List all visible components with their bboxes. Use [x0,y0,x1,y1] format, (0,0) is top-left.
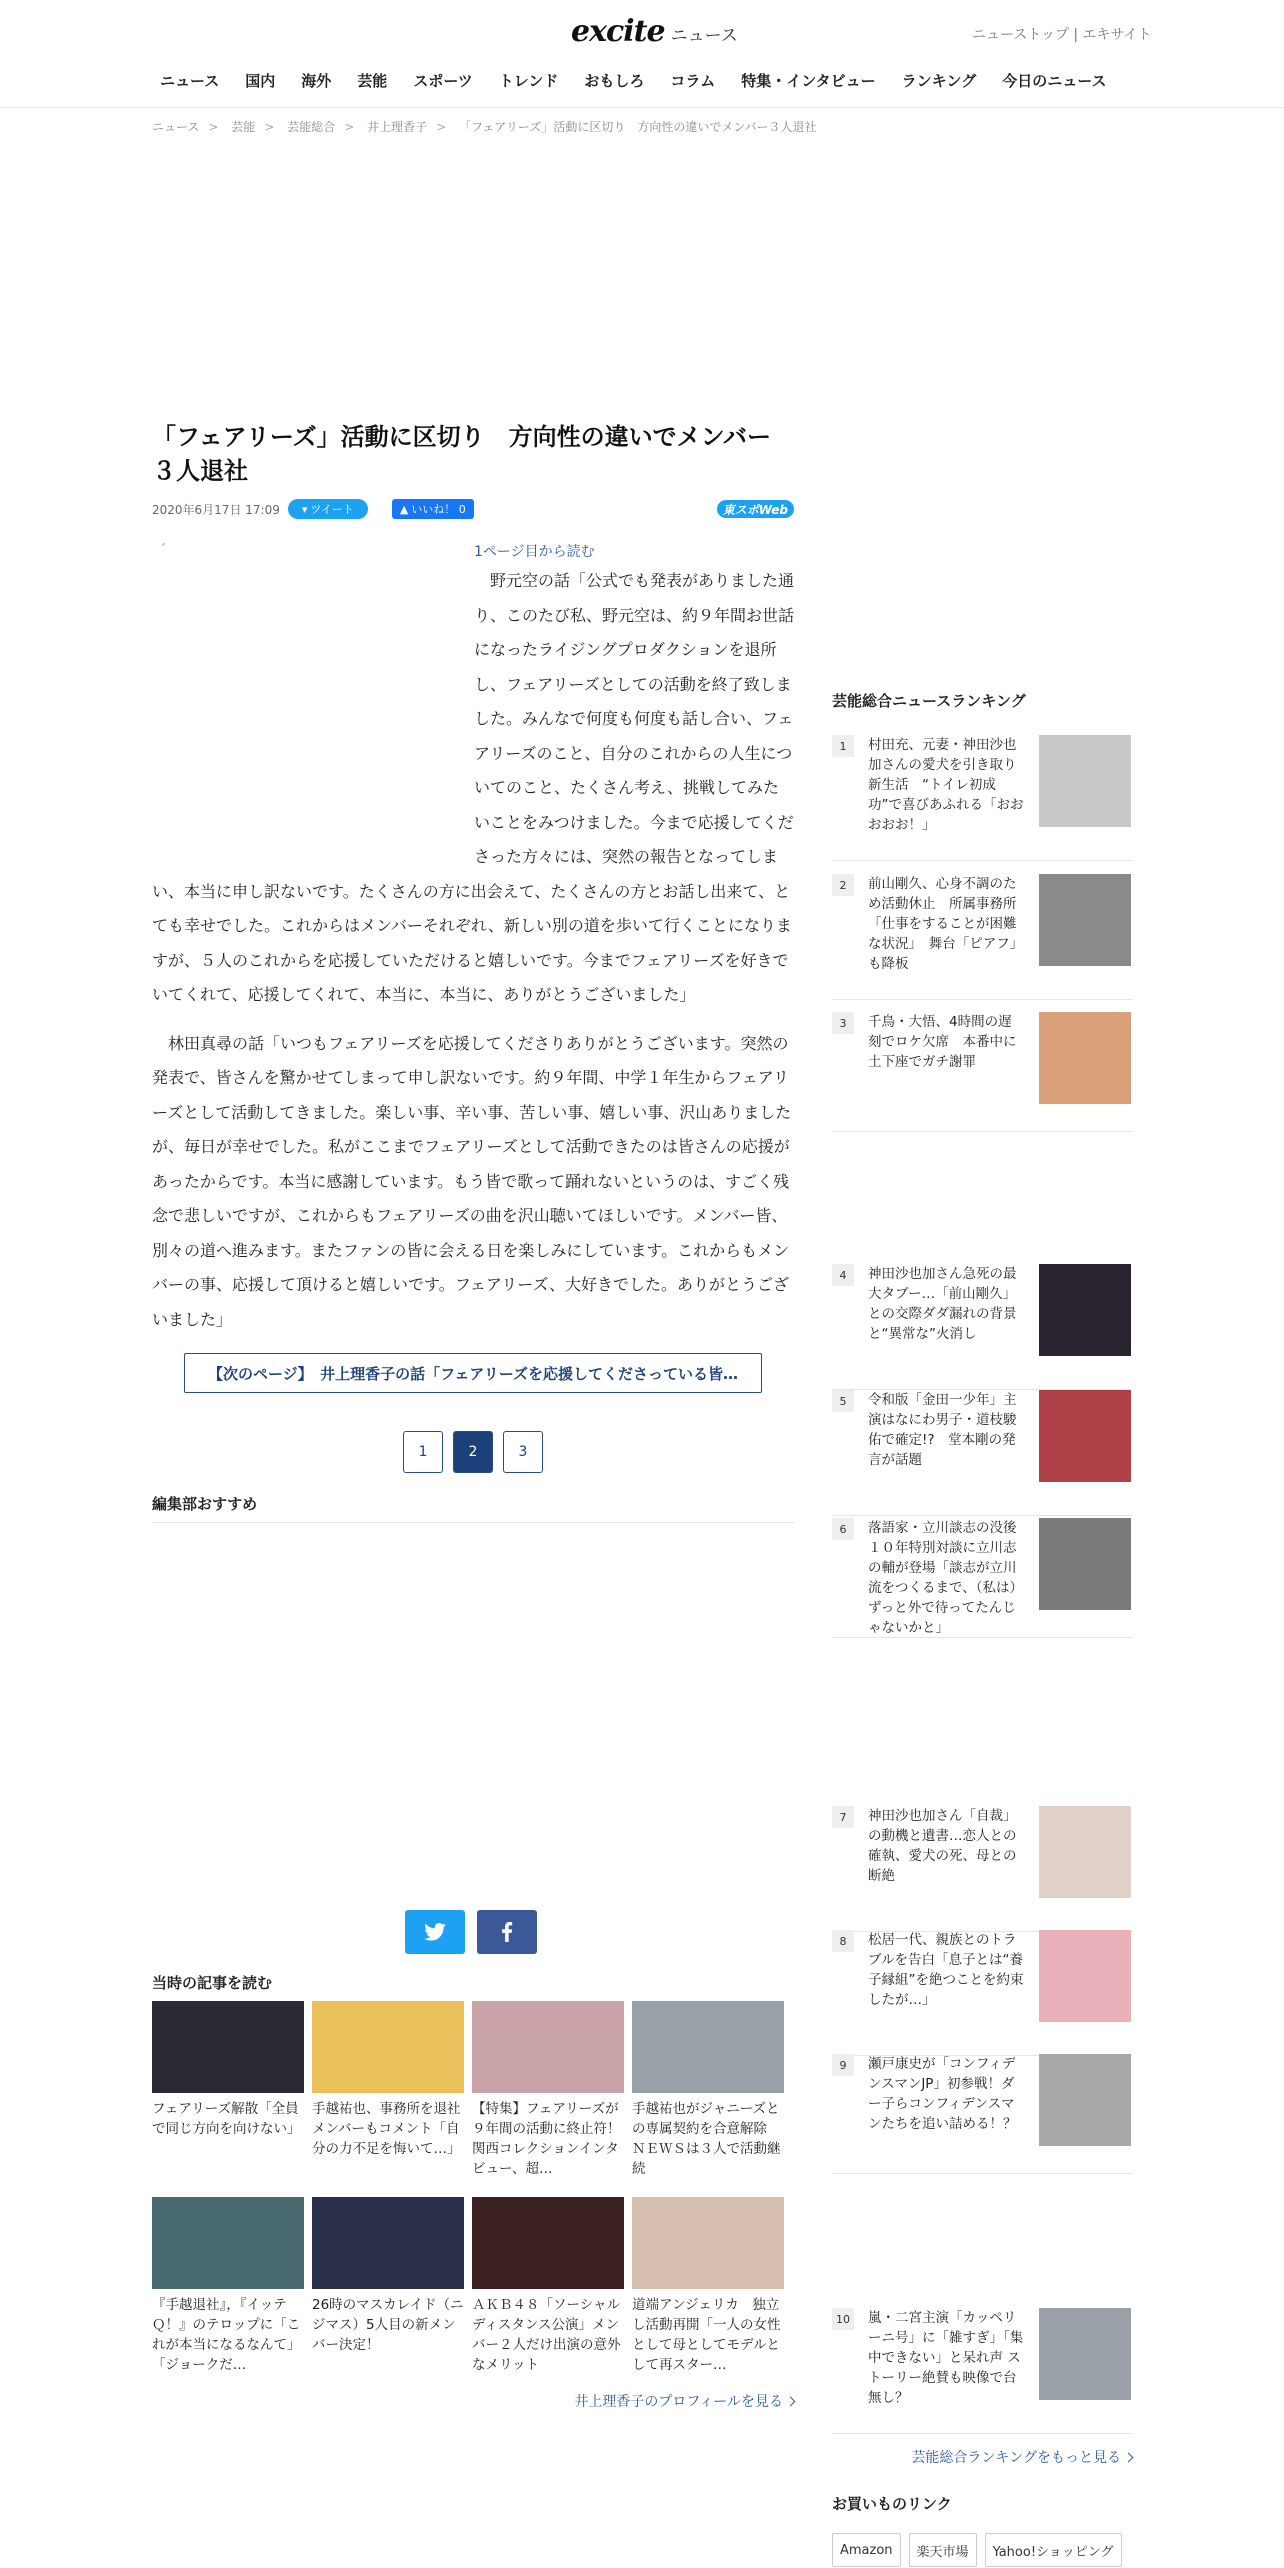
ranking-title: 村田充、元妻・神田沙也加さんの愛犬を引き取り新生活 “トイレ初成功”で喜びあふれる「おおおおお！」 [868,737,1024,833]
related-card[interactable] [312,2197,464,2375]
related-card[interactable] [312,2001,474,2179]
nav-entertainment[interactable]: 芸能 [357,72,388,90]
twitter-bird-icon: ▾ [301,502,308,516]
article [152,420,794,1523]
nav-ranking[interactable]: ランキング [901,72,977,90]
read-from-first-page-link[interactable]: 1ページ目から読む [474,544,595,560]
nav-news[interactable]: ニュース [160,72,220,90]
nav-trend[interactable]: トレンド [498,72,559,90]
ranking-title: 神田沙也加さん「自裁」の動機と遺書…恋人との確執、愛犬の死、母との断絶 [868,1808,1017,1884]
ranking-number: 9 [832,2054,854,2076]
article-title: 「フェアリーズ」活動に区切り 方向性の違いでメンバー３人退社 [152,423,771,485]
next-page-button[interactable]: 【次のページ】 井上理香子の話「フェアリーズを応援してくださっている皆… [184,1353,762,1393]
ranking-thumbnail [1039,1012,1131,1104]
more-ranking-link[interactable] [832,2447,1132,2467]
ranking-thumbnail [1039,1806,1131,1898]
ranking-thumbnail [1039,1390,1131,1482]
ranking-number: 1 [832,735,854,757]
tweet-button[interactable] [288,499,368,519]
twitter-share-button[interactable] [405,1910,465,1954]
ranking-item[interactable] [832,1518,1132,1638]
profile-link-label: 井上理香子のプロフィールを見る [574,2394,783,2410]
article-date: 2020年6月17日 17:09 [152,502,280,517]
tweet-label: ツイート [310,503,354,516]
related-card-thumbnail [152,2197,304,2289]
chevron-right-icon [786,2396,796,2406]
related-card-title: 手越祐也、事務所を退社 メンバーもコメント「自分の力不足を悔いて…」 [312,2101,474,2157]
link-divider: | [1073,27,1083,43]
site-header [0,0,1284,108]
related-card-thumbnail [472,2197,624,2289]
nav-sports[interactable]: スポーツ [413,72,473,90]
ranking-thumbnail [1039,1264,1131,1356]
more-ranking-label: 芸能総合ランキングをもっと見る [911,2450,1121,2466]
ranking-number: 2 [832,874,854,896]
nav-domestic[interactable]: 国内 [245,72,276,90]
ranking-item[interactable] [832,1012,1132,1132]
nav-overseas[interactable]: 海外 [301,72,332,90]
related-card-title: 【特集】フェアリーズが９年間の活動に終止符！関西コレクションインタビュー、超… [472,2101,621,2177]
ranking-number: 6 [832,1518,854,1540]
page-2-button[interactable]: 2 [453,1431,493,1473]
ranking-item[interactable] [832,874,1132,1000]
like-button[interactable] [392,499,474,519]
profile-link[interactable] [152,2391,794,2411]
related-card[interactable] [472,2001,624,2179]
shopping-links-heading: お買いものリンク [832,2495,952,2513]
related-grid [152,2001,794,2375]
ranking-item[interactable] [832,1264,1132,1390]
ranking-thumbnail [1039,874,1131,966]
ranking-title: 千鳥・大悟、4時間の遅刻でロケ欠席 本番中に土下座でガチ謝罪 [868,1014,1017,1070]
like-label: いいね！ 0 [411,503,466,516]
related-card[interactable] [632,2001,784,2179]
article-meta [152,498,794,520]
related-card-title: フェアリーズ解散「全員で同じ方向を向けない」 [152,2101,301,2137]
site-logo[interactable] [571,14,738,49]
ranking-number: 10 [832,2308,854,2330]
shop-link-amazon[interactable]: Amazon [832,2533,901,2567]
ranking-title: 松居一代、親族とのトラブルを告白「息子とは“養子縁組”を絶つことを約束したが…」 [868,1932,1024,2008]
ranking-title: 落語家・立川談志の没後１０年特別対談に立川志の輔が登場「談志が立川流をつくるまで、（私は）ずっと外で待ってたんじゃないかと」 [868,1520,1023,1636]
related-card-thumbnail [472,2001,624,2093]
breadcrumb-item[interactable]: 芸能総合 [287,120,336,134]
nav-funny[interactable]: おもしろ [584,72,645,90]
breadcrumb: ニュース > 芸能 > 芸能総合 > 井上理香子 > 「フェアリーズ」活動に区切り 方向性の違いでメンバー３人退社 [152,120,817,134]
nav-column[interactable]: コラム [670,72,716,90]
related-card-thumbnail [632,2001,784,2093]
article-image [152,540,474,870]
breadcrumb-current: 「フェアリーズ」活動に区切り 方向性の違いでメンバー３人退社 [459,120,817,134]
page-1-button[interactable]: 1 [403,1431,443,1473]
link-excite[interactable]: エキサイト [1082,27,1152,43]
ranking-item[interactable] [832,1806,1132,1932]
ranking-thumbnail [1039,2054,1131,2146]
ranking-title: 前山剛久、心身不調のため活動休止 所属事務所「仕事をすることが困難な状況」 舞台「ピアフ」も降板 [868,876,1024,972]
editor-picks-heading: 編集部おすすめ [152,1493,794,1523]
related-card-thumbnail [632,2197,784,2289]
share-buttons [405,1910,537,1954]
source-logo[interactable]: 東スポWeb [717,500,794,518]
article-body [152,540,794,1393]
header-links [972,24,1152,44]
ranking-thumbnail [1039,735,1131,827]
related-card-thumbnail [152,2001,304,2093]
related-card-title: 『手越退社』，『イッテＱ！』のテロップに「これが本当になるなんて」「ジョークだ… [152,2297,301,2373]
facebook-icon [501,1922,513,1942]
related-card-thumbnail [312,2001,464,2093]
related-card-title: ＡＫＢ４８「ソーシャルディスタンス公演」メンバー２人だけ出演の意外なメリット [472,2297,621,2373]
twitter-icon [424,1923,446,1941]
breadcrumb-item[interactable]: 芸能 [231,120,256,134]
ranking-number: 7 [832,1806,854,1828]
facebook-share-button[interactable] [477,1910,537,1954]
ranking-number: 4 [832,1264,854,1286]
logo-brand: excite [571,14,665,49]
nav-today[interactable]: 今日のニュース [1002,72,1107,90]
ranking-item[interactable] [832,735,1132,861]
pagination [152,1431,794,1473]
nav-feature[interactable]: 特集・インタビュー [741,72,876,90]
ranking-thumbnail [1039,2308,1131,2400]
link-news-top[interactable]: ニューストップ [972,27,1069,43]
ranking-number: 3 [832,1012,854,1034]
ranking-item[interactable] [832,1390,1132,1516]
ranking-item[interactable] [832,2308,1132,2434]
ranking-thumbnail [1039,1518,1131,1610]
ranking-title: 令和版「金田一少年」主演はなにわ男子・道枝駿佑で確定!? 堂本剛の発言が話題 [868,1392,1017,1468]
related-card-title: 道端アンジェリカ 独立し活動再開「一人の女性として母としてモデルとして再スター… [632,2297,781,2373]
related-card-title: 手越祐也がジャニーズとの専属契約を合意解除 ＮＥＷＳは３人で活動継続 [632,2101,781,2177]
related-articles [152,1972,794,2375]
article-paragraph: 野元空の話「公式でも発表がありました通り、このたび私、野元空は、約９年間お世話になったライジングプロダクションを退所し、フェアリーズとしての活動を終了致しました。みんなで何度も何度も話し合い、フェアリーズのこと、自分のこれからの人生についてのこと、たくさん考え、挑戦してみたいことをみつけました。今まで応援してくださった方々には、突然の報告となってしまい、本当に申し訳ないです。たくさんの方に出会えて、たくさんの方とお話し出来て、とても幸せでした。これからはメンバーそれぞれ、新しい別の道を歩いて行くことになりますが、５人のこれからを応援していただけると嬉しいです。今までフェアリーズを好きでいてくれて、応援してくれて、本当に、本当に、ありがとうございました」 [152,571,795,1004]
ranking-thumbnail [1039,1930,1131,2022]
breadcrumb-item[interactable]: ニュース [152,120,200,134]
related-card[interactable] [632,2197,784,2375]
breadcrumb-item[interactable]: 井上理香子 [367,120,428,134]
related-card[interactable] [152,2001,304,2179]
related-card[interactable] [152,2197,304,2375]
related-card-title: 26時のマスカレイド（ニジマス）5人目の新メンバー決定！ [312,2297,464,2353]
chevron-right-icon [1124,2452,1134,2462]
shop-link-yahoo[interactable]: Yahoo!ショッピング [985,2533,1122,2567]
global-nav [150,70,1119,91]
sidebar-ranking [832,690,1132,2406]
shopping-links [832,2533,1122,2567]
ranking-title: 嵐・二宮主演「カッペリーニ号」に「雑すぎ」「集中できない」と呆れ声 ストーリー絶賛も映像で台無し？ [868,2310,1024,2406]
related-heading: 当時の記事を読む [152,1974,273,1992]
ranking-number: 8 [832,1930,854,1952]
page-3-button[interactable]: 3 [503,1431,543,1473]
ranking-number: 5 [832,1390,854,1412]
thumbs-up-icon: ▲ [399,502,409,516]
ranking-item[interactable] [832,1930,1132,2056]
image-placeholder-mark: ´ [160,542,166,556]
ranking-title: 瀬戸康史が「コンフィデンスマンJP」初参戦！ダー子らコンフィデンスマンたちを追い詰める！？ [868,2056,1017,2132]
ranking-title: 神田沙也加さん急死の最大タブー…「前山剛久」との交際ダダ漏れの背景と“異常な”火消し [868,1266,1017,1342]
related-card-thumbnail [312,2197,464,2289]
logo-sub: ニュース [670,26,738,46]
article-paragraph: 林田真尋の話「いつもフェアリーズを応援してくださりありがとうございます。突然の発表で、皆さんを驚かせてしまって申し訳ないです。約９年間、中学１年生からフェアリーズとして活動してきました。楽しい事、辛い事、苦しい事、嬉しい事、沢山ありましたが、毎日が幸せでした。私がここまでフェアリーズとして活動できたのは皆さんの応援があったからです。本当に感謝しています。もう皆で歌って踊れないというのは、すごく残念で悲しいですが、これからもフェアリーズの曲を沢山聴いてほしいです。メンバー皆、別々の道へ進みます。またファンの皆に会える日を楽しみにしています。これからもメンバーの事、応援して頂けると嬉しいです。フェアリーズ、大好きでした。ありがとうございました」 [152,1033,792,1329]
ranking-heading: 芸能総合ニュースランキング [832,692,1026,710]
ranking-item[interactable] [832,2054,1132,2174]
shop-link-rakuten[interactable]: 楽天市場 [909,2533,977,2567]
related-card[interactable] [472,2197,624,2375]
